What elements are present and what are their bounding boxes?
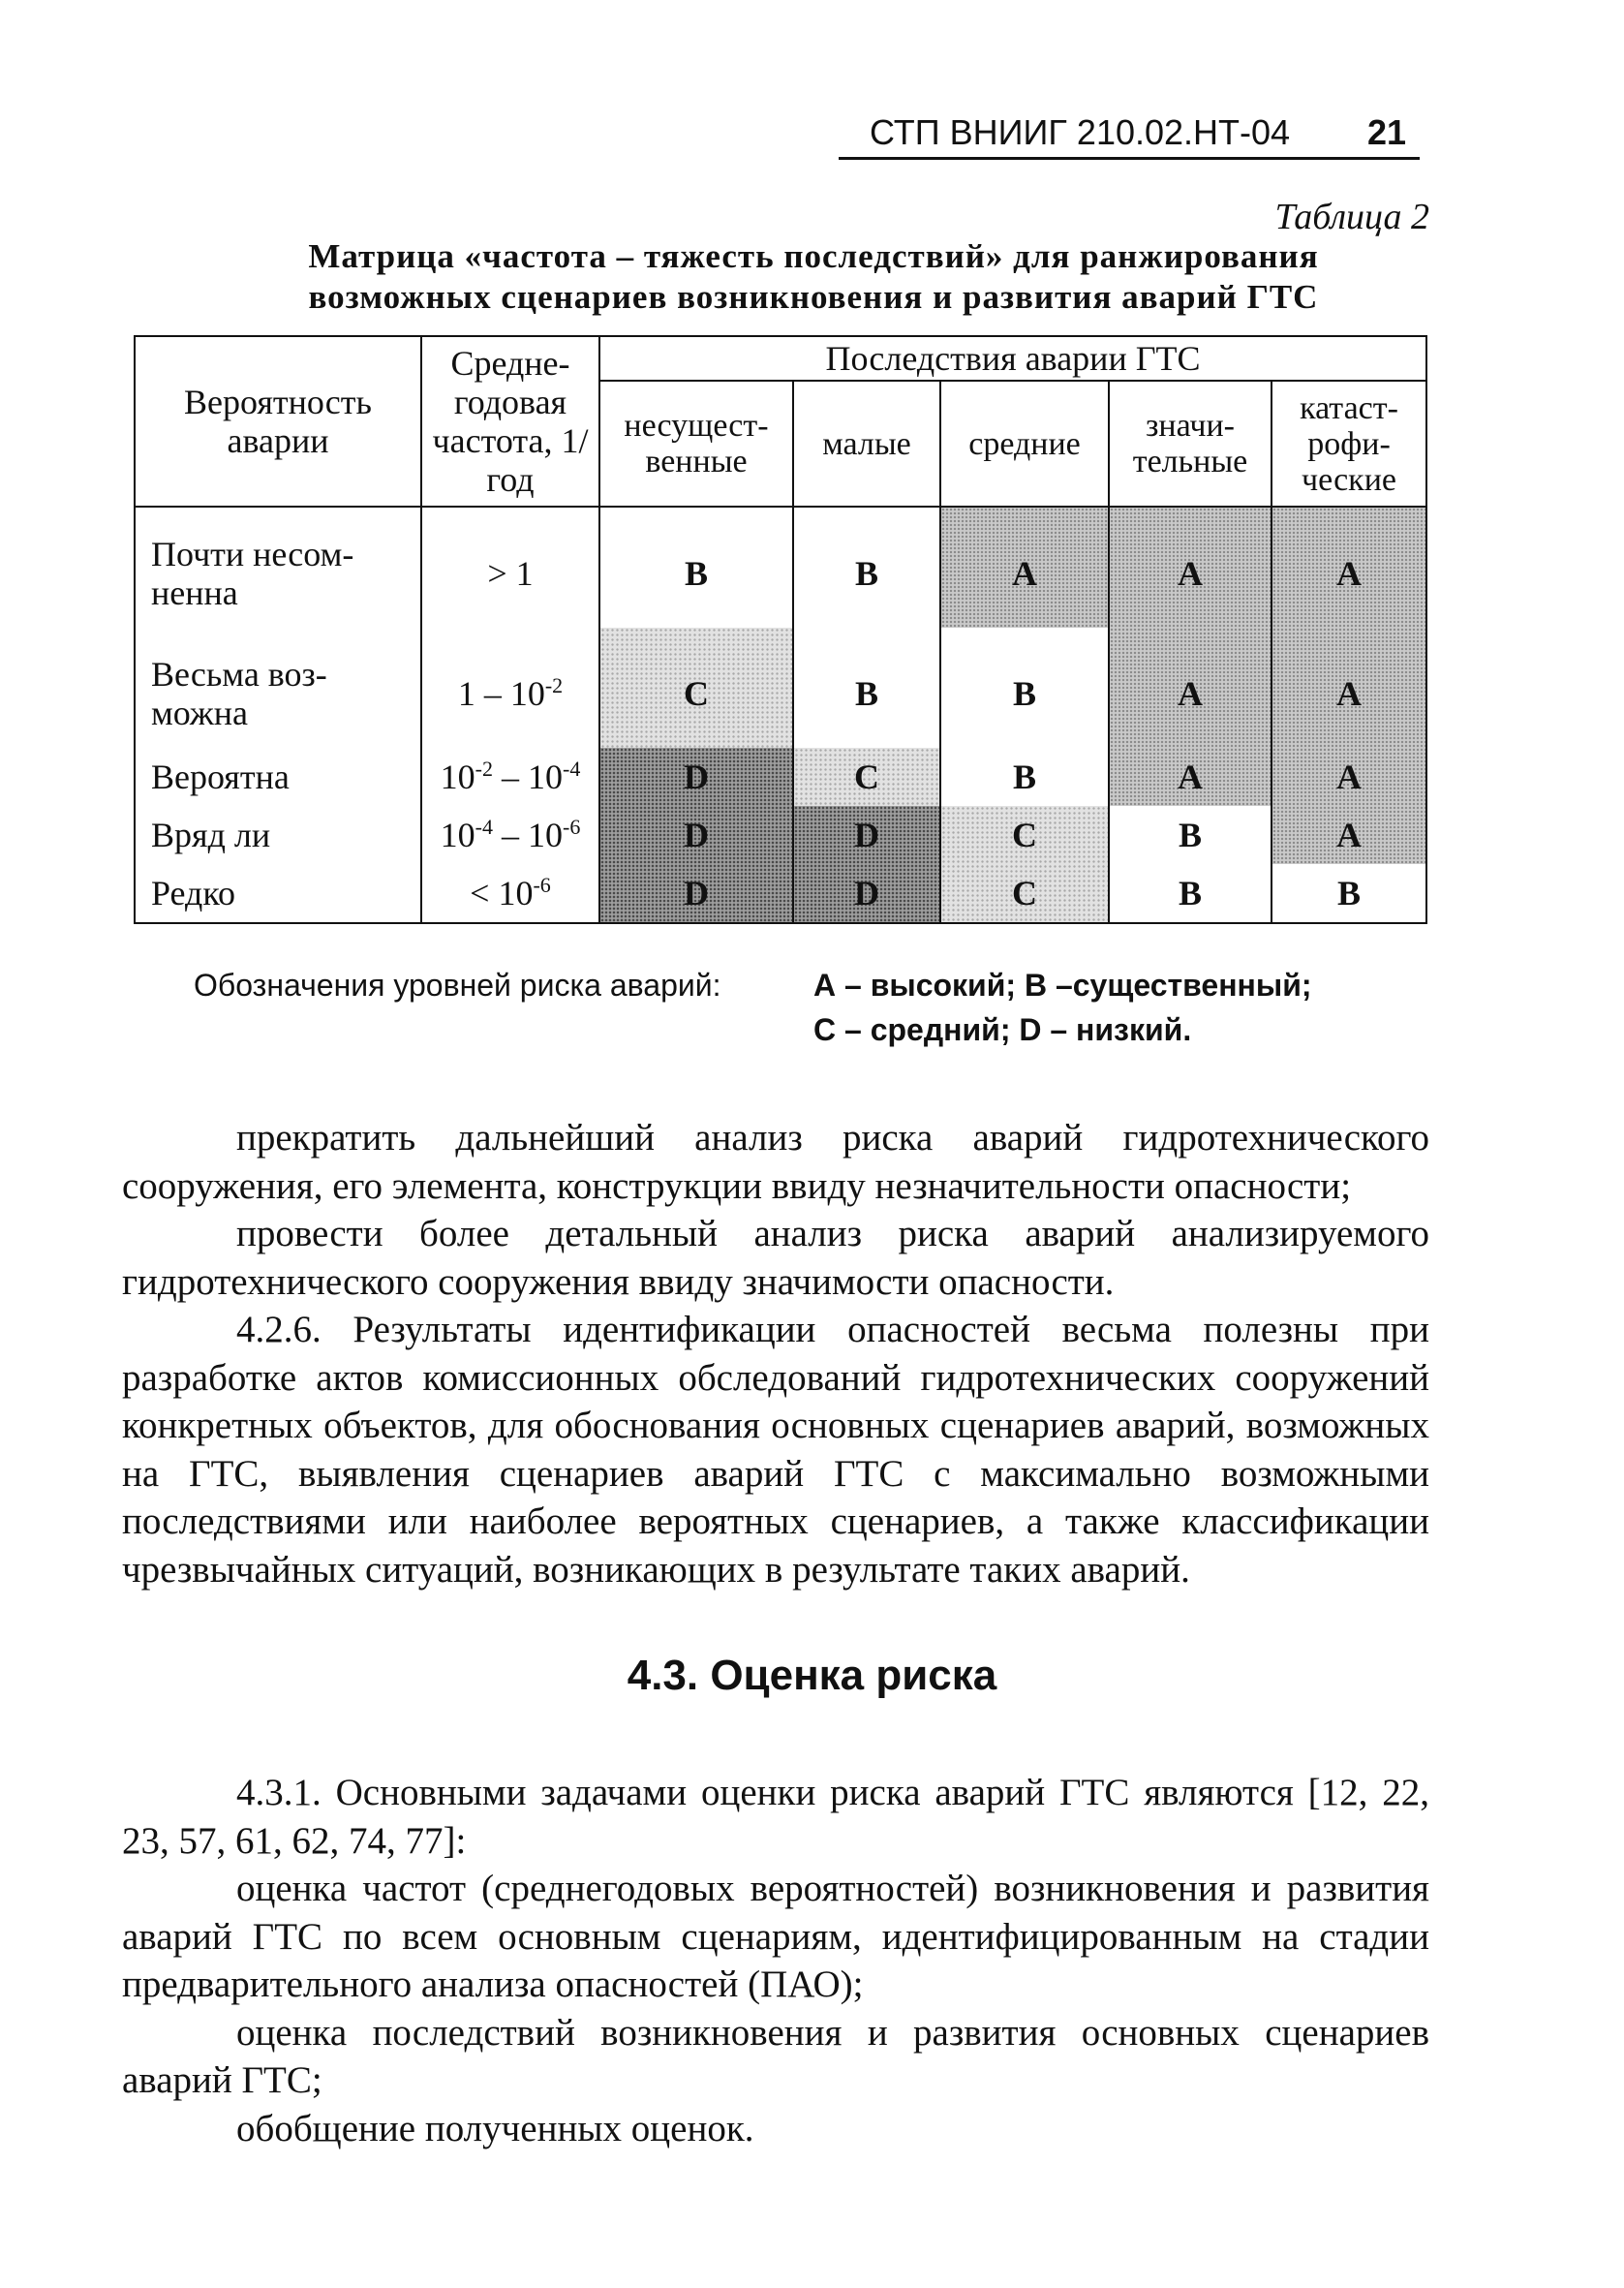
- row-frequency: $1 - 10^{-2}$: [421, 628, 599, 748]
- header-consequences: Последствия аварии ГТС: [599, 336, 1426, 381]
- header-col-significant: значи-тельные: [1109, 381, 1272, 507]
- header-col-minor: малые: [793, 381, 940, 507]
- risk-grade-cell: C: [793, 748, 940, 806]
- risk-grade-cell: B: [793, 507, 940, 628]
- paragraph: 4.3.1. Основными задачами оценки риска аварий ГТС являются [12, 22, 23, 57, 61, 62, 74, 77]:: [122, 1772, 1429, 1862]
- risk-grade-cell: B: [599, 507, 793, 628]
- header-col-insignificant: несущест-венные: [599, 381, 793, 507]
- paragraph: оценка последствий возникновения и развития основных сценариев аварий ГТС;: [122, 2011, 1429, 2101]
- risk-grade-cell: C: [940, 806, 1109, 864]
- risk-grade-cell: B: [940, 748, 1109, 806]
- body-text-block-1: [122, 1114, 1429, 1593]
- risk-grade-cell: D: [599, 864, 793, 923]
- table-row: [135, 507, 1426, 628]
- table-label: Таблица 2: [1274, 197, 1429, 237]
- row-frequency: > 1: [421, 507, 599, 628]
- table-row: [135, 628, 1426, 748]
- risk-grade-cell: B: [1109, 864, 1272, 923]
- risk-grade-cell: A: [1272, 806, 1426, 864]
- header-col-catastrophic: катаст-рофи-ческие: [1272, 381, 1426, 507]
- risk-grade-cell: D: [793, 806, 940, 864]
- legend-line-2: С – средний; D – низкий.: [813, 1012, 1192, 1047]
- risk-grade-cell: A: [1109, 748, 1272, 806]
- risk-grade-cell: A: [1272, 628, 1426, 748]
- risk-grade-cell: B: [1272, 864, 1426, 923]
- paragraph: оценка частот (среднегодовых вероятностей) возникновения и развития аварий ГТС по всем основным сценариям, идентифицированным на стадии предварительного анализа опасностей (ПАО);: [122, 1868, 1429, 2005]
- risk-grade-cell: A: [1272, 507, 1426, 628]
- risk-matrix-table: [134, 335, 1427, 924]
- paragraph: прекратить дальнейший анализ риска аварий гидротехнического сооружения, его элемента, конструкции ввиду незначительности опасности;: [122, 1117, 1429, 1207]
- header-probability: Вероятность аварии: [135, 336, 421, 507]
- section-heading: 4.3. Оценка риска: [627, 1652, 997, 1699]
- risk-grade-cell: A: [1109, 628, 1272, 748]
- paragraph: обобщение полученных оценок.: [236, 2107, 754, 2149]
- risk-grade-cell: D: [793, 864, 940, 923]
- body-text-block-2: [122, 1769, 1429, 2152]
- header-col-moderate: средние: [940, 381, 1109, 507]
- header-frequency: Средне-годовая частота, 1/год: [421, 336, 599, 507]
- table-row: [135, 748, 1426, 806]
- document-code: СТП ВНИИГ 210.02.НТ-04: [870, 112, 1291, 152]
- risk-grade-cell: D: [599, 806, 793, 864]
- row-frequency: < $10^{-6}$: [421, 864, 599, 923]
- risk-grade-cell: A: [940, 507, 1109, 628]
- table-row: [135, 806, 1426, 864]
- row-probability: Весьма воз-можна: [135, 628, 421, 748]
- table-title-line-1: Матрица «частота – тяжесть последствий» для ранжирования: [308, 237, 1319, 275]
- risk-grade-cell: D: [599, 748, 793, 806]
- risk-grade-cell: B: [940, 628, 1109, 748]
- risk-grade-cell: C: [940, 864, 1109, 923]
- legend-lead: Обозначения уровней риска аварий:: [194, 968, 721, 1003]
- row-probability: Вряд ли: [135, 806, 421, 864]
- risk-grade-cell: A: [1109, 507, 1272, 628]
- legend-line-1: А – высокий; В –существенный;: [813, 968, 1312, 1003]
- paragraph: провести более детальный анализ риска аварий анализируемого гидротехнического сооружения ввиду значимости опасности.: [122, 1213, 1429, 1303]
- page-number: 21: [1366, 112, 1406, 152]
- row-probability: Редко: [135, 864, 421, 923]
- risk-grade-cell: C: [599, 628, 793, 748]
- table-title-line-2: возможных сценариев возникновения и развития аварий ГТС: [308, 278, 1319, 316]
- row-probability: Вероятна: [135, 748, 421, 806]
- risk-grade-cell: B: [1109, 806, 1272, 864]
- table-title: [174, 236, 1453, 318]
- risk-grade-cell: B: [793, 628, 940, 748]
- risk-grade-cell: A: [1272, 748, 1426, 806]
- paragraph: 4.2.6. Результаты идентификации опасностей весьма полезны при разработке актов комиссионных обследований гидротехнических сооружений конкретных объектов, для обоснования основных сценариев аварий, возможных на ГТС, выявления сценариев аварий ГТС с максимально возможными последствиями или наиболее вероятных сценариев, а также классификации чрезвычайных ситуаций, возникающих в результате таких аварий.: [122, 1309, 1429, 1591]
- row-probability: Почти несом-ненна: [135, 507, 421, 628]
- row-frequency: $10^{-2} - 10^{-4}$: [421, 748, 599, 806]
- running-header: [839, 108, 1420, 160]
- table-row: [135, 864, 1426, 923]
- row-frequency: $10^{-4} - 10^{-6}$: [421, 806, 599, 864]
